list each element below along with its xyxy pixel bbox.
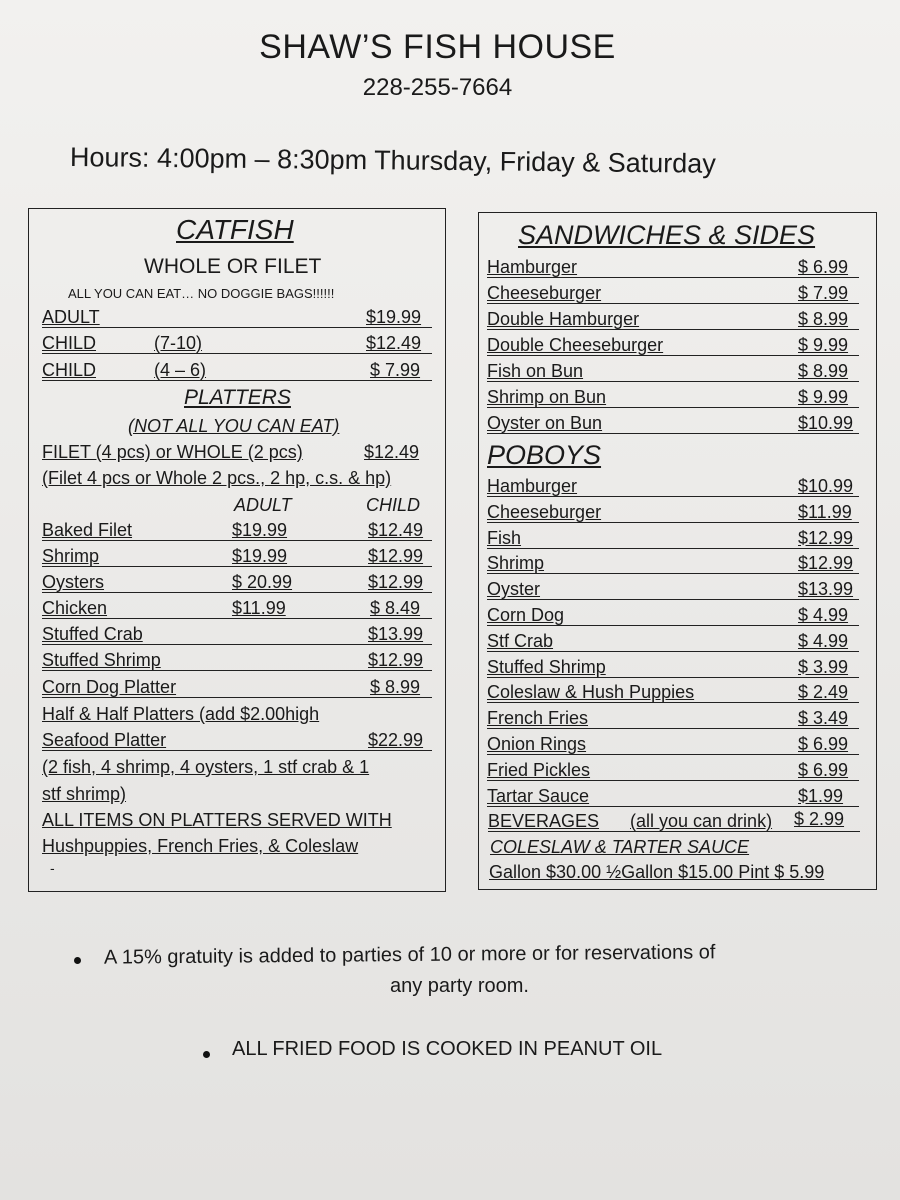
poboy-item-price: $11.99 — [798, 501, 852, 522]
sandwich-item-price: $ 7.99 — [798, 283, 849, 303]
catfish-note: ALL YOU CAN EAT… NO DOGGIE BAGS!!!!!! — [68, 286, 335, 301]
poboy-item-label: Fried Pickles — [487, 759, 591, 780]
poboy-item-price: $ 3.49 — [798, 708, 849, 729]
gratuity-note: A 15% gratuity is added to parties of 10 or more or for reservations of — [103, 941, 716, 969]
filet-or-whole-desc: (Filet 4 pcs or Whole 2 pcs., 2 hp, c.s. & hp) — [42, 468, 392, 488]
platter-child-price: $ 8.49 — [370, 598, 421, 618]
poboy-item-label: Corn Dog — [487, 605, 565, 625]
sandwich-item-label: Fish on Bun — [487, 361, 584, 381]
catfish-item-label: CHILD — [42, 333, 97, 353]
beverages-price: $ 2.99 — [794, 809, 845, 829]
sandwich-item-label: Cheeseburger — [487, 283, 602, 303]
platter-child-price: $12.99 — [368, 572, 424, 592]
beverages-note: (all you can drink) — [630, 811, 773, 831]
bullet-icon — [74, 957, 81, 964]
catfish-item-price: $ 7.99 — [370, 360, 421, 380]
platter-adult-price: $11.99 — [232, 598, 286, 618]
sandwich-item-price: $ 9.99 — [798, 335, 849, 355]
gratuity-note-cont: any party room. — [390, 975, 529, 997]
platter-child-price: $12.99 — [368, 546, 424, 566]
catfish-item-label: CHILD — [42, 360, 97, 380]
poboy-item-label: Cheeseburger — [487, 501, 602, 522]
seafood-platter-label: Seafood Platter — [42, 730, 167, 750]
poboy-item-label: Stuffed Shrimp — [487, 656, 606, 677]
sandwich-item-price: $10.99 — [798, 413, 854, 433]
poboy-item-price: $10.99 — [798, 476, 854, 496]
poboy-item-price: $13.99 — [798, 579, 854, 600]
poboy-item-price: $ 4.99 — [798, 605, 849, 625]
platter-item-label: Shrimp — [42, 546, 100, 566]
poboy-item-price: $ 6.99 — [798, 759, 849, 780]
sauce-prices: Gallon $30.00 ½Gallon $15.00 Pint $ 5.99 — [489, 862, 825, 882]
adult-column-header: ADULT — [234, 495, 292, 515]
sandwich-item-price: $ 6.99 — [798, 257, 849, 277]
sandwich-item-label: Double Cheeseburger — [487, 335, 664, 355]
poboy-item-price: $1.99 — [798, 785, 844, 806]
sandwich-item-label: Hamburger — [487, 257, 578, 277]
sandwiches-heading: SANDWICHES & SIDES — [518, 220, 816, 250]
bullet-icon — [203, 1051, 210, 1058]
poboy-item-price: $ 2.49 — [798, 682, 849, 703]
poboy-item-label: French Fries — [487, 708, 589, 729]
poboy-item-label: Shrimp — [487, 553, 545, 574]
platter-adult-price: $19.99 — [232, 520, 288, 540]
sandwich-item-price: $ 8.99 — [798, 309, 849, 329]
platter-adult-price: $ 20.99 — [232, 572, 293, 592]
poboy-item-label: Stf Crab — [487, 630, 554, 651]
catfish-subheading: WHOLE OR FILET — [144, 255, 322, 278]
sandwich-item-label: Shrimp on Bun — [487, 387, 607, 407]
sandwich-item-label: Double Hamburger — [487, 309, 640, 329]
platter-adult-price: $19.99 — [232, 546, 288, 566]
platters-served-with: ALL ITEMS ON PLATTERS SERVED WITH — [42, 810, 392, 830]
poboy-item-label: Coleslaw & Hush Puppies — [487, 682, 695, 703]
platters-note: (NOT ALL YOU CAN EAT) — [128, 416, 340, 436]
poboy-item-price: $ 4.99 — [798, 630, 849, 651]
platters-sides: Hushpuppies, French Fries, & Coleslaw — [42, 836, 359, 856]
platter-item-label: Stuffed Shrimp — [42, 650, 161, 670]
platter-item-label: Corn Dog Platter — [42, 677, 177, 697]
catfish-item-price: $19.99 — [366, 307, 422, 327]
restaurant-name: SHAW’S FISH HOUSE — [259, 28, 616, 66]
catfish-item-detail: (4 – 6) — [154, 360, 207, 380]
platter-item-label: Stuffed Crab — [42, 624, 143, 644]
catfish-item-label: ADULT — [42, 307, 100, 327]
platter-item-label: Baked Filet — [42, 520, 133, 540]
sauce-heading: COLESLAW & TARTER SAUCE — [490, 837, 750, 857]
platter-item-price: $ 8.99 — [370, 677, 421, 697]
poboys-heading: POBOYS — [487, 440, 602, 470]
peanut-oil-note: ALL FRIED FOOD IS COOKED IN PEANUT OIL — [232, 1038, 663, 1060]
catfish-heading: CATFISH — [176, 214, 294, 245]
platter-item-price: $12.99 — [368, 650, 424, 670]
poboy-item-label: Onion Rings — [487, 734, 587, 754]
poboy-item-price: $ 3.99 — [798, 656, 849, 677]
poboy-item-price: $12.99 — [798, 527, 854, 548]
footer-mark: - — [50, 860, 55, 876]
seafood-platter-desc-cont: stf shrimp) — [42, 784, 127, 804]
phone-number: 228-255-7664 — [362, 74, 513, 101]
poboy-item-label: Oyster — [487, 579, 541, 600]
filet-or-whole-label: FILET (4 pcs) or WHOLE (2 pcs) — [42, 442, 303, 462]
platter-item-label: Oysters — [42, 572, 105, 592]
beverages-label: BEVERAGES — [488, 811, 600, 831]
platter-item-price: $13.99 — [368, 624, 424, 644]
platters-heading: PLATTERS — [184, 386, 291, 409]
seafood-platter-price: $22.99 — [368, 730, 424, 750]
platter-item-label: Chicken — [42, 598, 108, 618]
hours: Hours: 4:00pm – 8:30pm Thursday, Friday & Saturday — [69, 142, 716, 179]
poboy-item-label: Tartar Sauce — [487, 785, 590, 806]
poboy-item-label: Hamburger — [487, 476, 578, 496]
platter-child-price: $12.49 — [368, 520, 424, 540]
catfish-item-detail: (7-10) — [154, 333, 203, 353]
catfish-item-price: $12.49 — [366, 333, 422, 353]
poboy-item-price: $ 6.99 — [798, 734, 849, 754]
half-half-platters: Half & Half Platters (add $2.00high — [42, 704, 320, 724]
sandwich-item-price: $ 8.99 — [798, 361, 849, 381]
child-column-header: CHILD — [366, 495, 421, 515]
seafood-platter-desc: (2 fish, 4 shrimp, 4 oysters, 1 stf crab & 1 — [42, 757, 370, 777]
poboy-item-label: Fish — [487, 527, 522, 548]
poboy-item-price: $12.99 — [798, 553, 854, 574]
row-rule — [488, 831, 860, 832]
sandwich-item-label: Oyster on Bun — [487, 413, 603, 433]
filet-or-whole-price: $12.49 — [364, 442, 420, 462]
sandwich-item-price: $ 9.99 — [798, 387, 849, 407]
